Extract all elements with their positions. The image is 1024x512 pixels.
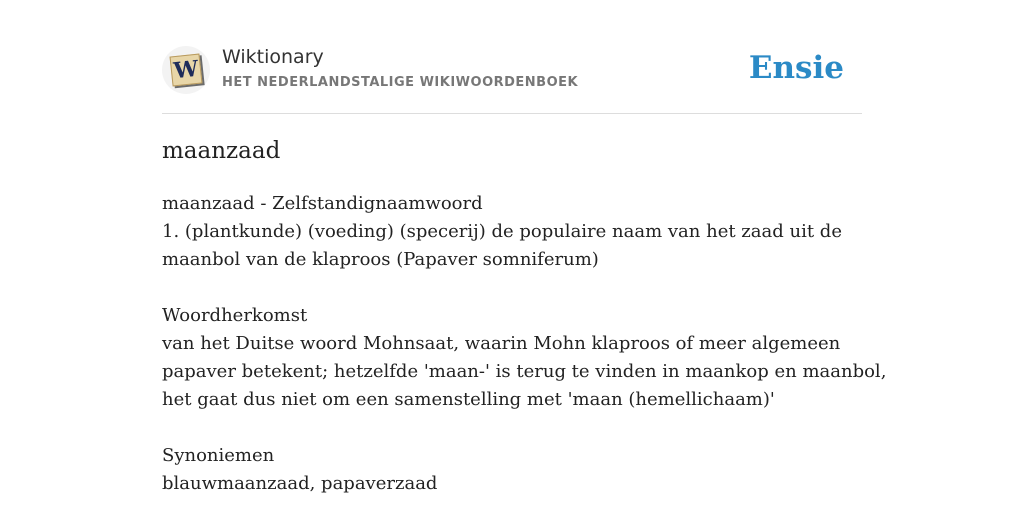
- wiktionary-logo-icon[interactable]: [162, 46, 210, 94]
- spacer: [162, 274, 862, 302]
- site-tagline: HET NEDERLANDSTALIGE WIKIWOORDENBOEK: [222, 75, 579, 90]
- etymology-heading: Woordherkomst: [162, 305, 308, 326]
- etymology-line: het gaat dus niet om een samenstelling met 'maan (hemellichaam)': [162, 389, 775, 410]
- entry-content: [162, 190, 887, 498]
- site-name[interactable]: Wiktionary: [222, 46, 324, 68]
- site-header: [162, 46, 862, 94]
- etymology-line: van het Duitse woord Mohnsaat, waarin Mohn klaproos of meer algemeen: [162, 333, 841, 354]
- etymology-line: papaver betekent; hetzelfde 'maan-' is terug te vinden in maankop en maanbol,: [162, 361, 887, 382]
- spacer: [162, 414, 862, 442]
- logo-tile: [170, 54, 203, 87]
- entry-heading: maanzaad - Zelfstandignaamwoord: [162, 193, 483, 214]
- definition-line: 1. (plantkunde) (voeding) (specerij) de populaire naam van het zaad uit de: [162, 221, 842, 242]
- header-divider: [162, 113, 862, 114]
- ensie-brand-logo[interactable]: Ensie: [748, 50, 844, 86]
- definition-line: maanbol van de klaproos (Papaver somniferum): [162, 249, 599, 270]
- logo-letter: W: [172, 55, 200, 85]
- synonyms-list: blauwmaanzaad, papaverzaad: [162, 473, 438, 494]
- synonyms-heading: Synoniemen: [162, 445, 275, 466]
- page-title: maanzaad: [162, 138, 281, 164]
